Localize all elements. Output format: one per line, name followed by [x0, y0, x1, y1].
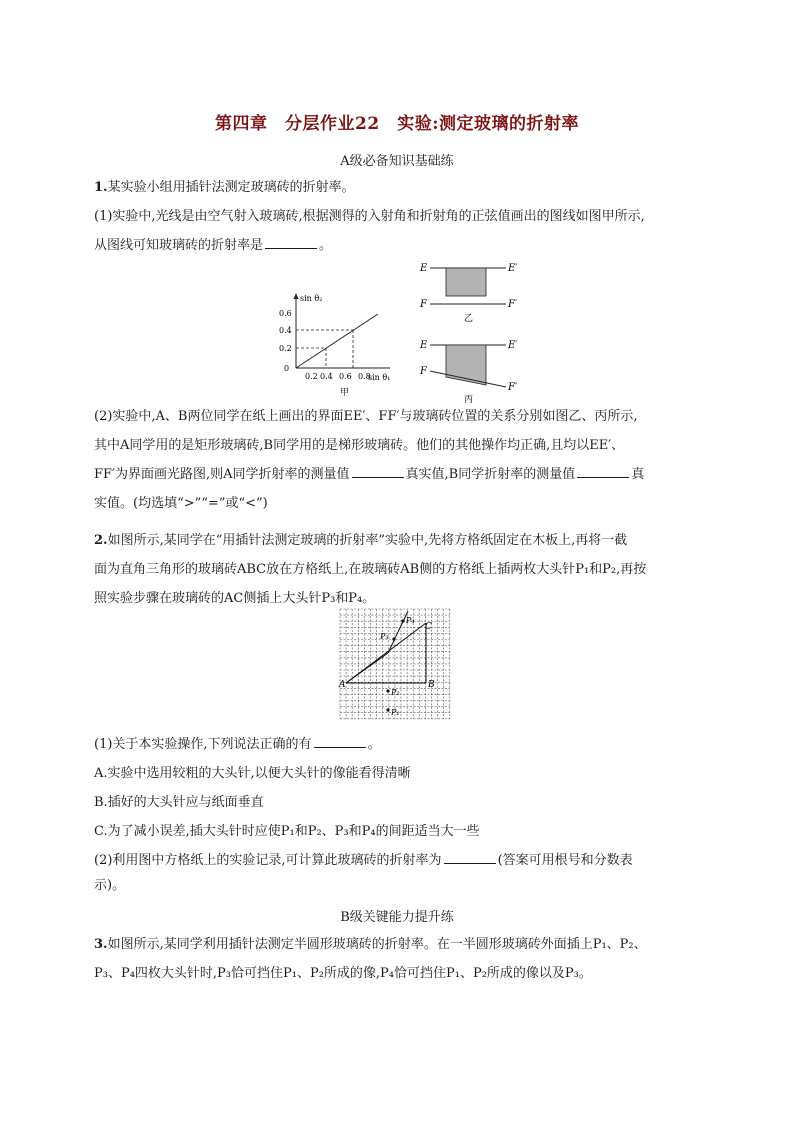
graph-caption: 甲	[340, 388, 350, 398]
caption-bing: 丙	[464, 395, 474, 405]
q2-stem-line3: 照实验步骤在玻璃砖的AC侧插上大头针P₃和P₄。	[94, 591, 376, 606]
label-f-prime: F′	[508, 299, 518, 310]
rect-glass-block	[446, 268, 486, 296]
q1-part2-line1: (2)实验中,A、B两位同学在纸上画出的界面EE′、FF′与玻璃砖位置的关系分别如图乙、丙所示,	[94, 409, 638, 424]
label-e-prime: E′	[508, 263, 518, 274]
graph-jia	[278, 290, 398, 402]
q1-answer-blank-3[interactable]	[577, 465, 629, 478]
grid-lines	[340, 609, 450, 719]
label-f: F	[420, 366, 427, 377]
q2-option-a: A.实验中选用较粗的大头针,以便大头针的像能看得清晰	[94, 766, 411, 781]
q2-part1-text: (1)关于本实验操作,下列说法正确的有	[94, 737, 312, 752]
q1-part2-text-c: 真	[631, 467, 645, 482]
label-e: E	[420, 263, 428, 274]
label-p2: P₂	[391, 688, 400, 697]
figure-bing	[418, 335, 530, 405]
label-p4: P₄	[406, 616, 415, 625]
figure-yi	[418, 258, 530, 324]
grid-figure	[338, 607, 454, 721]
label-e-prime: E′	[508, 340, 518, 351]
q2-option-c: C.为了减小误差,插大头针时应使P₁和P₂、P₃和P₄的间距适当大一些	[94, 824, 480, 839]
q2-part1-end: 。	[367, 737, 381, 752]
q2-part1-line	[94, 735, 704, 754]
label-c: C	[425, 622, 432, 632]
q2-stem-line2: 面为直角三角形的玻璃砖ABC放在方格纸上,在玻璃砖AB侧的方格纸上插两枚大头针P₁和P₂,再按	[94, 562, 647, 577]
y-tick-1: 0.2	[279, 344, 292, 353]
page-title: 第四章 分层作业22 实验:测定玻璃的折射率	[215, 114, 579, 134]
pin-p3	[392, 637, 395, 640]
q1-answer-blank-2[interactable]	[352, 465, 404, 478]
q1-number: 1.	[94, 180, 108, 195]
x-axis-label: sin θ₁	[368, 373, 391, 382]
x-tick-2: 0.4	[320, 372, 333, 381]
pin-p2	[386, 689, 389, 692]
y-axis-label: sin θ₂	[300, 294, 323, 303]
q2-part2-text: (2)利用图中方格纸上的实验记录,可计算此玻璃砖的折射率为	[94, 853, 442, 868]
pin-p1	[386, 708, 389, 711]
q2-stem-line1	[94, 531, 704, 550]
q2-part2-line1	[94, 851, 704, 870]
label-b: B	[428, 680, 435, 690]
q1-part2-text-a: FF′为界面画光路图,则A同学折射率的测量值	[94, 467, 350, 482]
origin-label: 0	[284, 364, 290, 373]
ray-exit	[388, 611, 408, 653]
q1-answer-blank-1[interactable]	[265, 236, 317, 249]
section-b-heading: B级关键能力提升练	[340, 910, 454, 925]
q3-number: 3.	[94, 937, 108, 952]
label-f: F	[420, 299, 427, 310]
q2-answer-blank-1[interactable]	[314, 735, 366, 748]
q1-part1-line2	[94, 236, 704, 255]
q1-part2-line3	[94, 465, 704, 484]
label-p1: P₁	[391, 708, 400, 717]
pin-p4	[401, 619, 404, 622]
x-tick-3: 0.6	[339, 372, 352, 381]
q1-part1-end: 。	[319, 238, 333, 253]
y-axis-arrow	[294, 293, 299, 299]
q2-option-b: B.插好的大头针应与纸面垂直	[94, 795, 264, 810]
y-tick-3: 0.6	[279, 309, 292, 318]
q2-part2-text-b: (答案可用根号和分数表	[497, 853, 633, 868]
q1-part1-text: 从图线可知玻璃砖的折射率是	[94, 238, 264, 253]
q2-answer-blank-2[interactable]	[444, 851, 496, 864]
data-line	[296, 314, 378, 368]
q3-text-1: 如图所示,某同学利用插针法测定半圆形玻璃砖的折射率。在一半圆形玻璃砖外面插上P₁、P₂、	[107, 937, 647, 952]
q1-part2-line4: 实值。(均选填“>”“=”或“<”)	[94, 496, 268, 511]
q3-line1	[94, 935, 704, 954]
q1-stem-text: 某实验小组用插针法测定玻璃砖的折射率。	[107, 180, 355, 195]
q2-stem-text: 如图所示,某同学在“用插针法测定玻璃的折射率”实验中,先将方格纸固定在木板上,再将一截	[107, 533, 628, 548]
x-tick-4: 0.8	[358, 372, 371, 381]
label-e: E	[420, 340, 428, 351]
section-a-heading: A级必备知识基础练	[340, 154, 454, 169]
caption-yi: 乙	[464, 314, 474, 324]
y-tick-2: 0.4	[279, 326, 292, 335]
q2-part2-line2: 示)。	[94, 878, 126, 893]
q3-line2: P₃、P₄四枚大头针时,P₃恰可挡住P₁、P₂所成的像,P₄恰可挡住P₁、P₂所成的像以及P₃。	[94, 966, 592, 981]
q1-part2-text-b: 真实值,B同学折射率的测量值	[405, 467, 576, 482]
q2-number: 2.	[94, 533, 108, 548]
q1-part2-line2: 其中A同学用的是矩形玻璃砖,B同学用的是梯形玻璃砖。他们的其他操作均正确,且均以EE′、	[94, 438, 625, 453]
x-tick-1: 0.2	[305, 372, 318, 381]
label-p3: P₃	[380, 632, 389, 641]
label-f-prime: F′	[508, 382, 518, 393]
label-a: A	[339, 680, 346, 690]
q1-part1-line1: (1)实验中,光线是由空气射入玻璃砖,根据测得的入射角和折射角的正弦值画出的图线如图甲所示,	[94, 209, 645, 224]
q1-stem	[94, 178, 704, 197]
